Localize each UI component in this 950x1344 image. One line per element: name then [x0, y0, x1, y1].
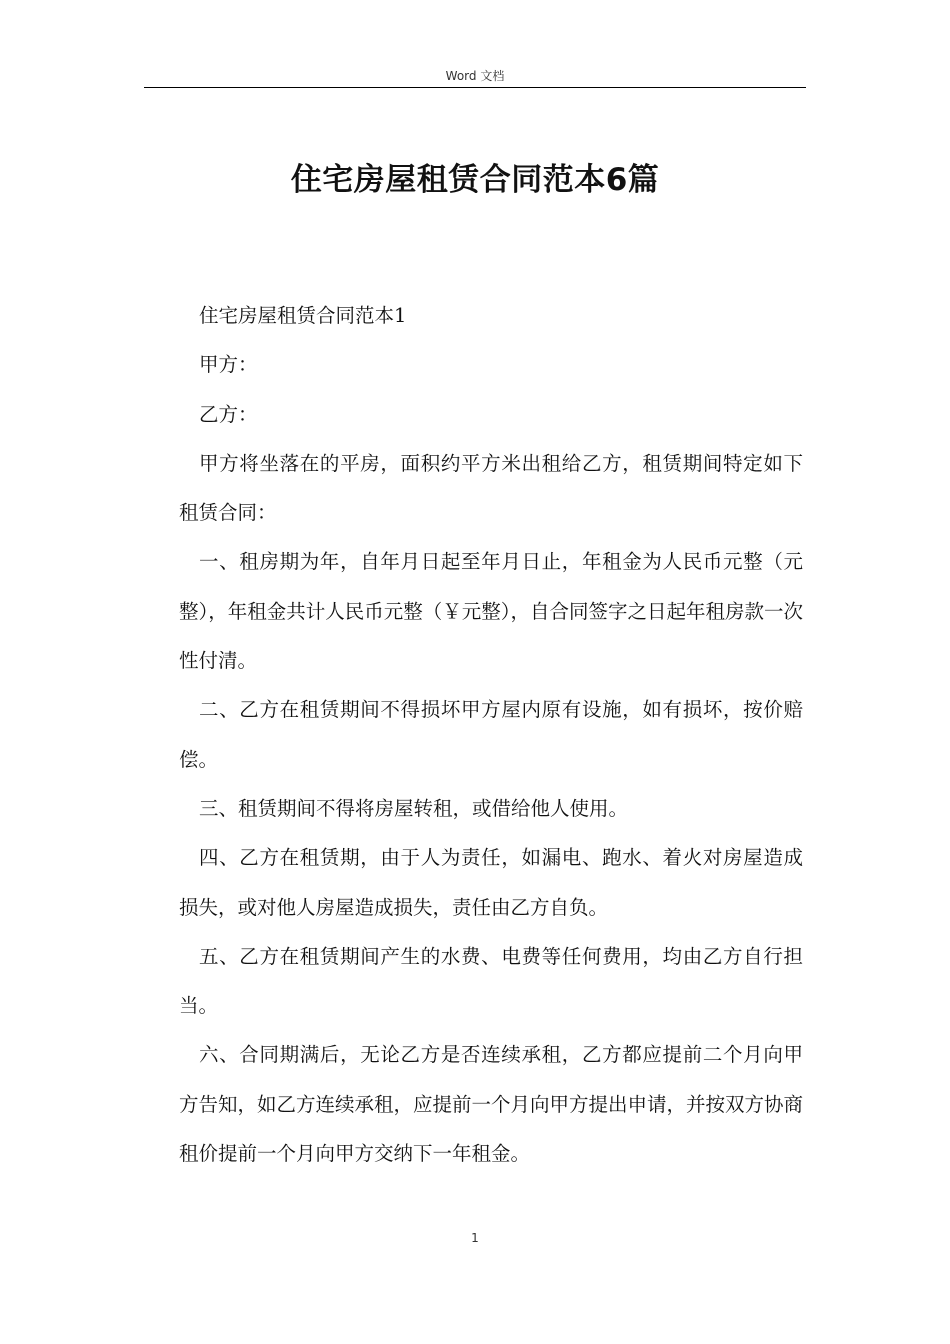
- clause-1-paragraph: 一、租房期为年，自年月日起至年月日止，年租金为人民币元整（元整），年租金共计人民币元整（￥元整），自合同签字之日起年租房款一次性付清。: [179, 550, 804, 673]
- party-a-line: 甲方：: [199, 353, 258, 377]
- clause-3-paragraph: 三、租赁期间不得将房屋转租，或借给他人使用。: [199, 796, 629, 820]
- page-number: 1: [471, 1231, 479, 1245]
- document-title: 住宅房屋租赁合同范本6篇: [290, 162, 660, 198]
- document-body: [179, 291, 803, 1178]
- clause-6-paragraph: 六、合同期满后，无论乙方是否连续承租，乙方都应提前二个月向甲方告知，如乙方连续承租，应提前一个月向甲方提出申请，并按双方协商租价提前一个月向甲方交纳下一年租金。: [179, 1043, 804, 1166]
- contract-intro-paragraph: 甲方将坐落在的平房，面积约平方米出租给乙方，租赁期间特定如下租赁合同：: [179, 451, 803, 525]
- page-header-label: Word 文档: [445, 69, 505, 83]
- section-heading: 住宅房屋租赁合同范本1: [199, 304, 407, 327]
- header-divider: [144, 87, 806, 88]
- clause-5-paragraph: 五、乙方在租赁期间产生的水费、电费等任何费用，均由乙方自行担当。: [179, 944, 803, 1018]
- clause-4-paragraph: 四、乙方在租赁期，由于人为责任，如漏电、跑水、着火对房屋造成损失，或对他人房屋造成损失，责任由乙方自负。: [179, 846, 803, 919]
- clause-2-paragraph: 二、乙方在租赁期间不得损坏甲方屋内原有设施，如有损坏，按价赔偿。: [179, 698, 803, 771]
- party-b-line: 乙方：: [199, 402, 258, 426]
